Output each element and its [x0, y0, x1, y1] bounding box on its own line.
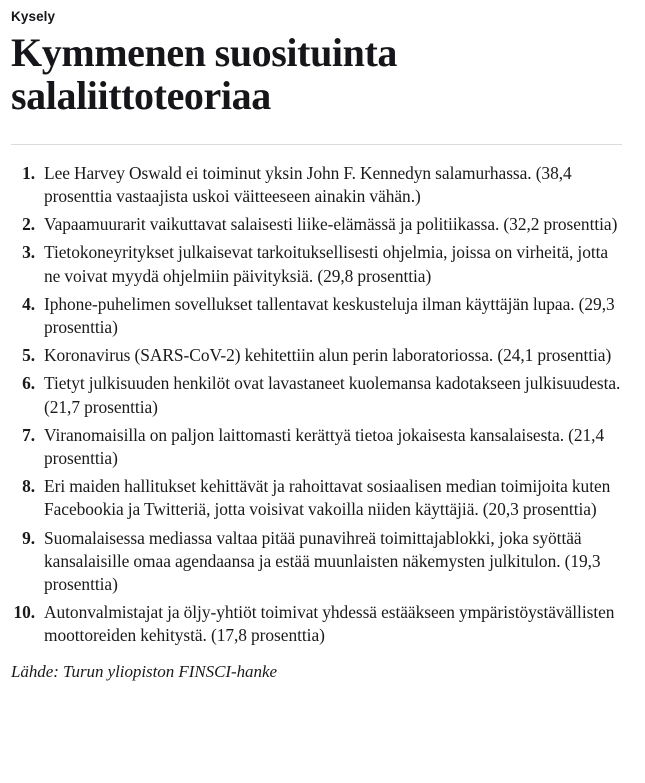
- list-item: [11, 162, 622, 208]
- list-item-text: Autonvalmistajat ja öljy-yhtiöt toimivat yhdessä estääkseen ympäristöystävällisten moottoreiden kehitystä. (17,8 prosenttia): [44, 602, 615, 646]
- list-item-number: 8.: [22, 476, 35, 497]
- list-item-number: 3.: [22, 242, 35, 263]
- list-item-text: Viranomaisilla on paljon laittomasti kerättyä tietoa jokaisesta kansalaisesta. (21,4 prosenttia): [44, 424, 605, 469]
- list-item-text: Eri maiden hallitukset kehittävät ja rahoittavat sosiaalisen median toimijoita kuten Facebookia ja Twitteriä, jotta voisivat vakoilla niiden käyttäjiä. (20,3 prosenttia): [44, 476, 611, 520]
- list-item: [11, 601, 622, 647]
- article-kicker: Kysely: [11, 9, 56, 24]
- list-item-text: Lee Harvey Oswald ei toiminut yksin John F. Kennedyn salamurhassa. (38,4 prosenttia vastaajista uskoi väitteeseen ainakin vähän.): [44, 162, 572, 206]
- list-item-number: 2.: [22, 214, 35, 235]
- list-item: [11, 241, 622, 287]
- source-attribution: Lähde: Turun yliopiston FINSCI-hanke: [11, 661, 277, 681]
- list-item-number: 5.: [22, 345, 35, 366]
- ranked-list: [11, 162, 622, 648]
- list-item-number: 4.: [22, 293, 35, 314]
- list-item-number: 10.: [13, 602, 35, 623]
- list-item-text: Koronavirus (SARS-CoV-2) kehitettiin alun perin laboratoriossa. (24,1 prosenttia): [44, 345, 612, 366]
- list-item-text: Iphone-puhelimen sovellukset tallentavat keskusteluja ilman käyttäjän lupaa. (29,3 prosenttia): [44, 293, 615, 338]
- list-item: [11, 424, 622, 470]
- list-item-text: Tietokoneyritykset julkaisevat tarkoituksellisesti ohjelmia, joissa on virheitä, jotta ne voivat myydä ohjelmiin päivityksiä. (29,8 prosenttia): [44, 242, 609, 286]
- list-item: [11, 344, 622, 367]
- list-item: [11, 372, 622, 418]
- page-title: Kymmenen suosituinta salaliittoteoriaa: [11, 30, 397, 118]
- list-item-text: Tietyt julkisuuden henkilöt ovat lavastaneet kuolemansa kadotakseen julkisuudesta. (21,7 prosenttia): [44, 373, 621, 417]
- list-item: [11, 293, 622, 339]
- list-item-text: Vapaamuurarit vaikuttavat salaisesti liike-elämässä ja politiikassa. (32,2 prosenttia): [44, 214, 618, 235]
- list-item-number: 1.: [22, 162, 35, 183]
- list-item-text: Suomalaisessa mediassa valtaa pitää punavihreä toimittajablokki, joka syöttää kansalaisille omaa agendaansa ja estää muunlaisten näkemysten julkitulon. (19,3 prosenttia): [44, 527, 601, 595]
- list-item-number: 9.: [22, 527, 35, 548]
- header-divider: [11, 144, 622, 145]
- list-item: [11, 527, 622, 597]
- list-item-number: 6.: [22, 373, 35, 394]
- list-item: [11, 475, 622, 521]
- list-item: [11, 213, 622, 236]
- list-item-number: 7.: [22, 424, 35, 445]
